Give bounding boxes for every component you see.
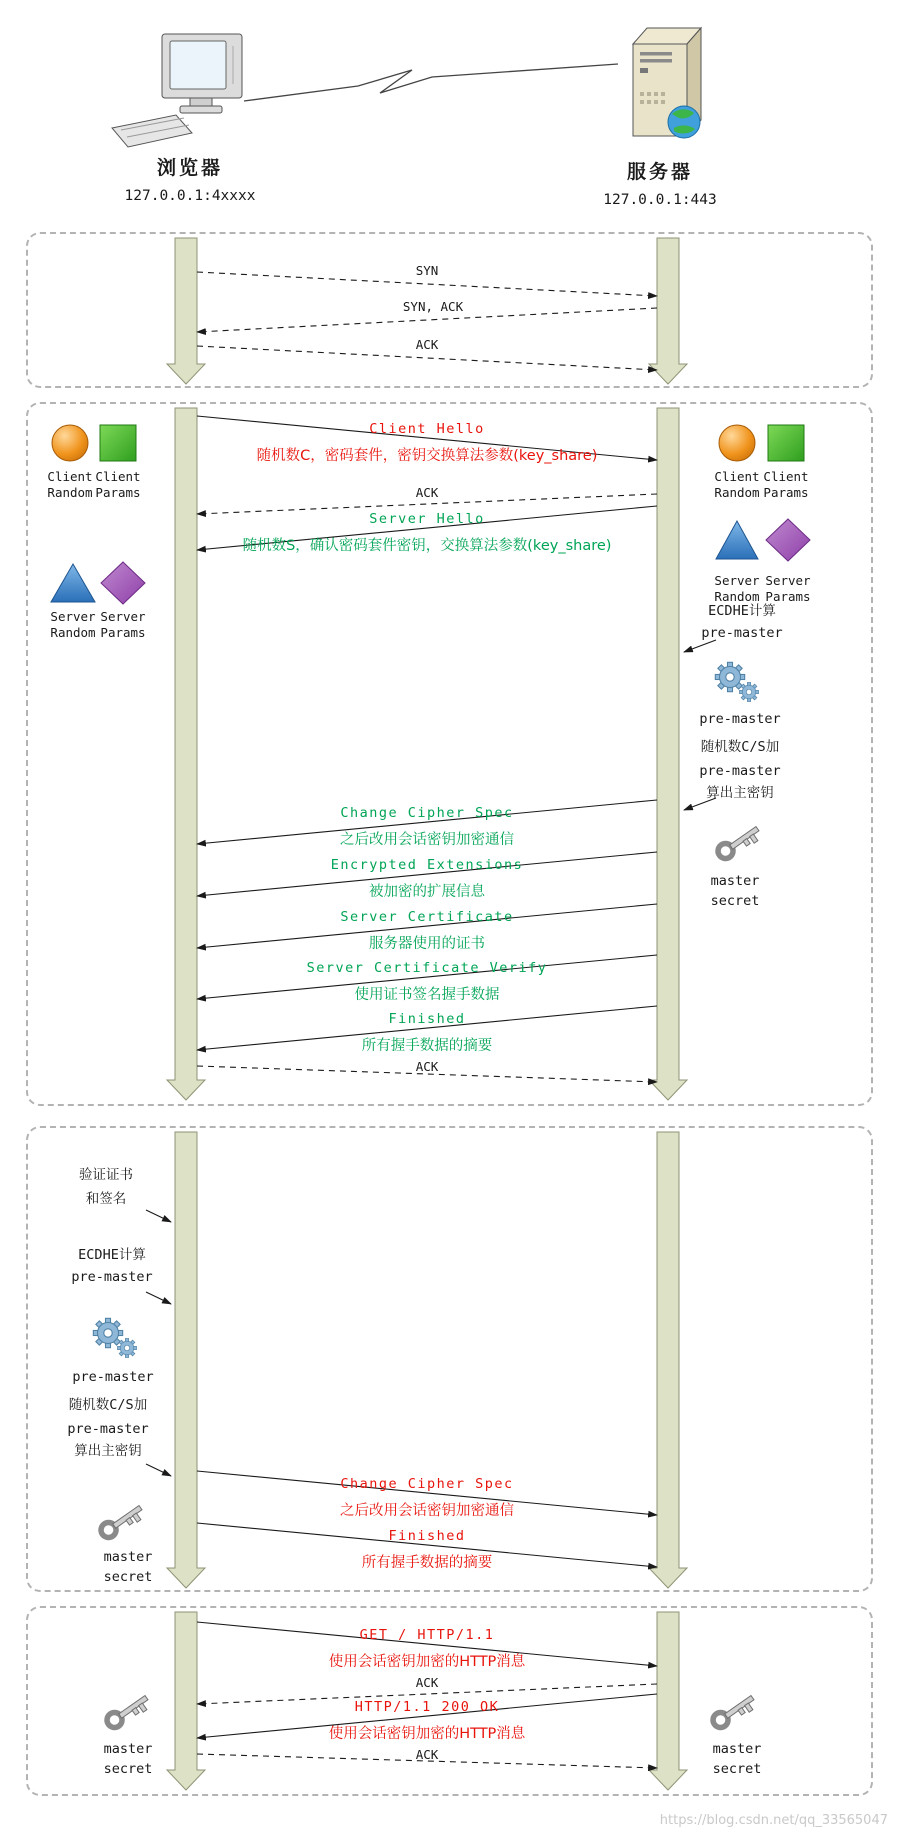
server-master-secret-label: master [712, 1741, 762, 1757]
msg-server-certificate-title: Server Certificate [340, 909, 514, 925]
msg-server-hello-title: Server Hello [369, 511, 485, 527]
msg-client-finished-title: Finished [388, 1528, 466, 1544]
client-note-derive: 算出主密钥 [74, 1443, 142, 1459]
globe-icon [668, 106, 700, 138]
server-master-secret-label: secret [712, 1761, 762, 1777]
msg-server-certificate-verify-desc: 使用证书签名握手数据 [354, 987, 500, 1003]
server-params-label: Server [100, 609, 146, 624]
client-params-label: Client [95, 469, 141, 484]
client-random-label: Random [714, 485, 760, 500]
server-note-derive: 随机数C/S加 [700, 739, 780, 755]
msg-http-request-title: GET / HTTP/1.1 [359, 1627, 495, 1643]
watermark: https://blog.csdn.net/qq_33565047 [659, 1813, 888, 1828]
browser-computer-icon [112, 34, 242, 147]
msg-server-finished-title: Finished [388, 1011, 466, 1027]
msg-ccs-client-desc: 之后改用会话密钥加密通信 [340, 1503, 514, 1519]
msg-syn: SYN [415, 263, 439, 278]
msg-tcp-ack: ACK [415, 337, 439, 352]
msg-server-certificate-desc: 服务器使用的证书 [369, 936, 485, 952]
server-random-label: Server [50, 609, 96, 624]
client-master-secret-label: master [103, 1549, 153, 1565]
client-note-derive: pre-master [67, 1421, 149, 1437]
phase-box-tls-client-phase [26, 1126, 873, 1592]
msg-ccs-client-title: Change Cipher Spec [340, 1476, 514, 1492]
msg-client-hello-desc: 随机数C，密码套件，密钥交换算法参数(key_share) [256, 448, 598, 464]
client-note-ecdhe: ECDHE计算 [78, 1247, 146, 1263]
client-random-label: Client [47, 469, 93, 484]
client-random-label: Random [47, 485, 93, 500]
msg-ccs-server-desc: 之后改用会话密钥加密通信 [340, 832, 514, 848]
client-params-label: Client [763, 469, 809, 484]
msg-tls-ack-2: ACK [415, 1059, 439, 1074]
server-random-label: Random [50, 625, 96, 640]
msg-server-finished-desc: 所有握手数据的摘要 [361, 1038, 493, 1054]
msg-http-ack-1: ACK [415, 1675, 439, 1690]
server-note-ecdhe-premaster: pre-master [701, 625, 783, 641]
msg-encrypted-extensions-title: Encrypted Extensions [330, 857, 524, 873]
server-random-label: Random [714, 589, 760, 604]
server-title: 服务器 [626, 161, 694, 183]
server-address: 127.0.0.1:443 [603, 192, 717, 208]
server-master-secret-label: secret [710, 893, 760, 909]
client-master-secret-label: secret [103, 1761, 153, 1777]
client-note-premaster: pre-master [72, 1369, 154, 1385]
msg-http-request-desc: 使用会话密钥加密的HTTP消息 [328, 1654, 526, 1670]
client-params-label: Params [95, 485, 141, 500]
server-note-derive: 算出主密钥 [706, 785, 774, 801]
client-note-ecdhe-premaster: pre-master [71, 1269, 153, 1285]
msg-server-hello-desc: 随机数S，确认密码套件密钥，交换算法参数(key_share) [242, 538, 612, 554]
msg-http-response-title: HTTP/1.1 200 OK [354, 1699, 500, 1715]
msg-http-response-desc: 使用会话密钥加密的HTTP消息 [328, 1726, 526, 1742]
server-note-premaster: pre-master [699, 711, 781, 727]
client-note-derive: 随机数C/S加 [68, 1397, 148, 1413]
server-params-label: Params [100, 625, 146, 640]
msg-http-ack-2: ACK [415, 1747, 439, 1762]
client-params-label: Params [763, 485, 809, 500]
server-note-ecdhe: ECDHE计算 [708, 603, 776, 619]
client-master-secret-label: master [103, 1741, 153, 1757]
client-address: 127.0.0.1:4xxxx [124, 188, 256, 204]
server-master-secret-label: master [710, 873, 760, 889]
client-title: 浏览器 [156, 157, 224, 179]
msg-ccs-server-title: Change Cipher Spec [340, 805, 514, 821]
server-random-label: Server [714, 573, 760, 588]
client-random-label: Client [714, 469, 760, 484]
server-tower-icon [633, 28, 701, 138]
msg-server-certificate-verify-title: Server Certificate Verify [306, 960, 548, 976]
msg-encrypted-extensions-desc: 被加密的扩展信息 [369, 884, 485, 900]
msg-tls-ack-1: ACK [415, 485, 439, 500]
client-master-secret-label: secret [103, 1569, 153, 1585]
msg-client-finished-desc: 所有握手数据的摘要 [361, 1555, 493, 1571]
client-note-verify: 验证证书 [79, 1167, 133, 1183]
msg-syn-ack: SYN, ACK [402, 299, 464, 314]
msg-client-hello-title: Client Hello [369, 421, 485, 437]
server-note-derive: pre-master [699, 763, 781, 779]
server-params-label: Params [765, 589, 811, 604]
network-link-lightning-icon [244, 64, 618, 101]
client-note-verify: 和签名 [85, 1191, 127, 1207]
server-params-label: Server [765, 573, 811, 588]
